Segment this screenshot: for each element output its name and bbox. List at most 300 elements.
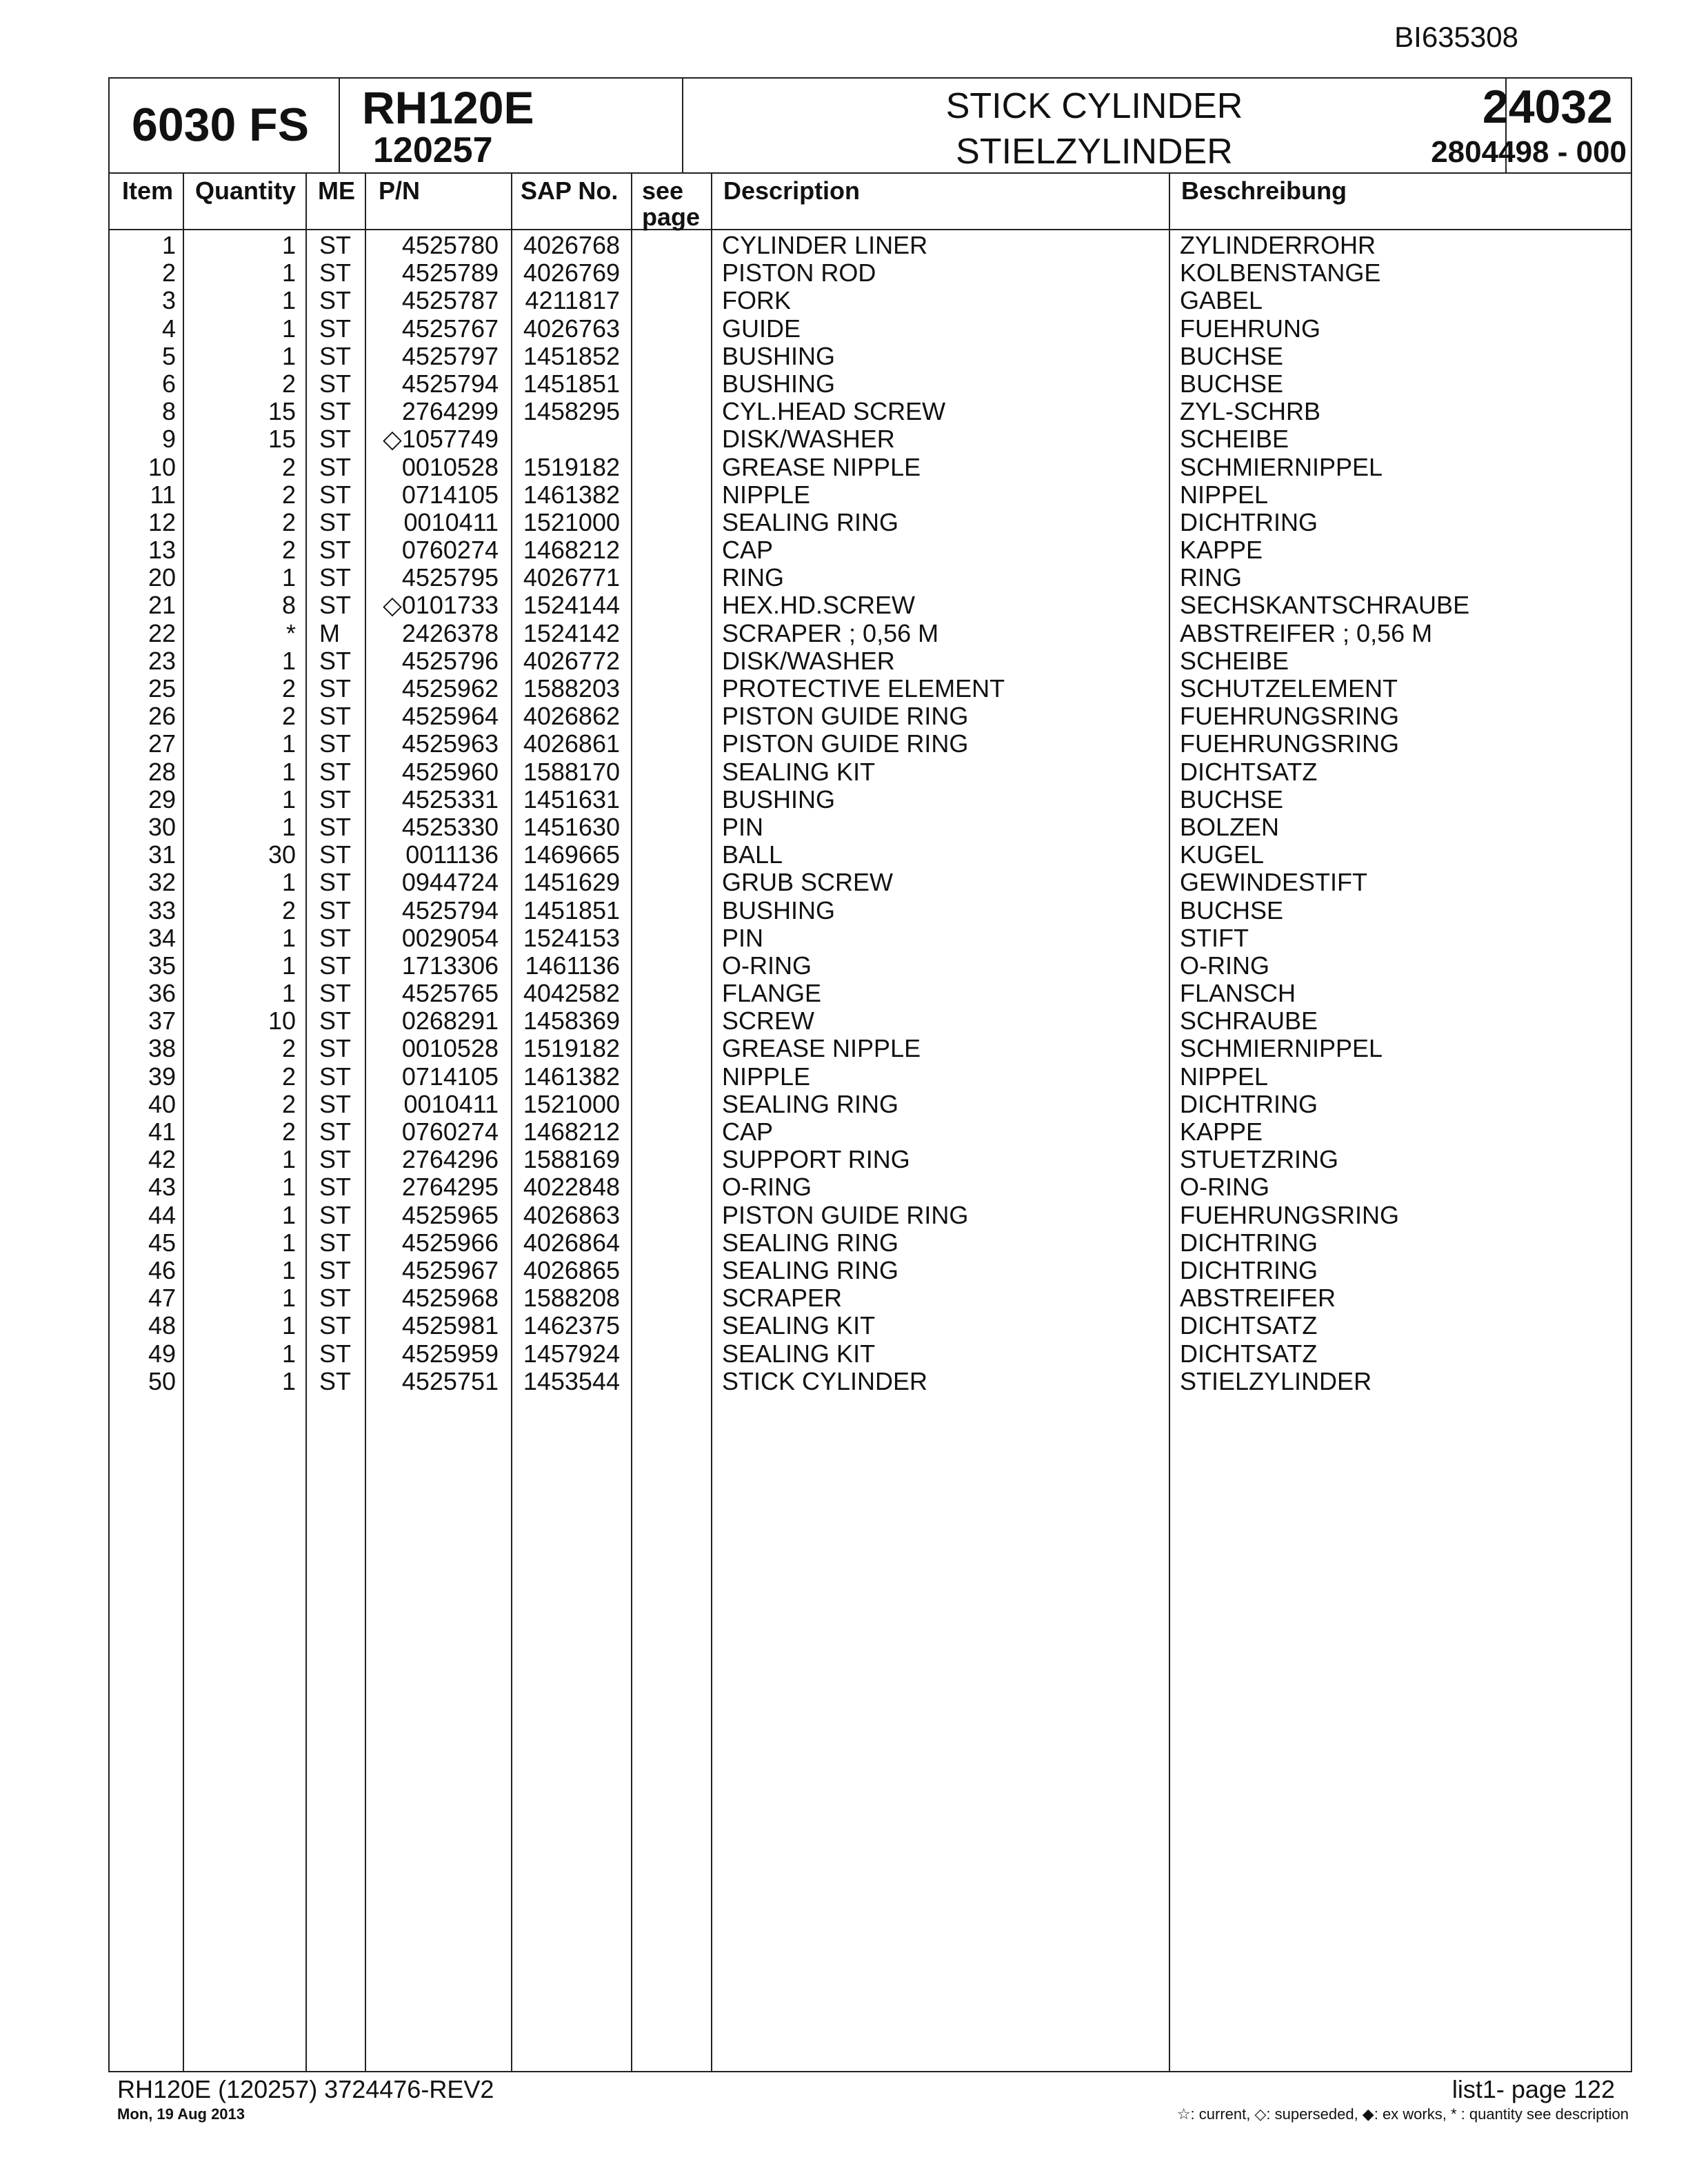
quantity-cell: 2 <box>281 702 296 731</box>
unit-cell: ST <box>319 1118 352 1146</box>
quantity-cell: 2 <box>281 674 296 702</box>
description-cell: BUSHING <box>722 341 836 370</box>
unit-cell: ST <box>319 480 352 509</box>
quantity-cell: 1 <box>281 563 296 592</box>
part-number-cell: 4525962 <box>401 674 499 702</box>
quantity-cell: 1 <box>281 286 296 315</box>
part-number-cell: 4525965 <box>401 1200 499 1229</box>
unit-cell: ST <box>319 1173 352 1202</box>
quantity-cell: 1 <box>281 1284 296 1313</box>
footer-date: Mon, 19 Aug 2013 <box>117 2105 245 2123</box>
unit-cell: ST <box>319 840 352 869</box>
beschreibung-cell: STUETZRING <box>1180 1145 1338 1174</box>
sap-number-cell: 1469665 <box>523 840 620 869</box>
part-number-cell: 4525765 <box>401 979 499 1008</box>
unit-cell: ST <box>319 646 352 675</box>
part-number-cell: 4525960 <box>401 757 499 786</box>
item-number: 5 <box>161 341 176 370</box>
item-number: 21 <box>148 591 176 620</box>
table-row <box>110 1312 1631 1339</box>
quantity-cell: 1 <box>281 646 296 675</box>
sap-number-cell: 1462375 <box>523 1311 620 1340</box>
sap-number-cell: 4026769 <box>523 259 620 287</box>
unit-cell: ST <box>319 591 352 620</box>
col-pn: P/N <box>379 176 421 205</box>
quantity-cell: 8 <box>281 591 296 620</box>
col-see-page: see <box>642 176 684 205</box>
description-cell: SCREW <box>722 1007 814 1035</box>
description-cell: PIN <box>722 812 764 841</box>
beschreibung-cell: KOLBENSTANGE <box>1180 259 1381 287</box>
beschreibung-cell: SCHEIBE <box>1180 425 1289 454</box>
sap-number-cell: 1451630 <box>523 812 620 841</box>
beschreibung-cell: DICHTRING <box>1180 507 1318 536</box>
description-cell: O-RING <box>722 951 812 980</box>
sap-number-cell: 1588170 <box>523 757 620 786</box>
description-cell: DISK/WASHER <box>722 646 895 675</box>
item-number: 34 <box>148 923 176 952</box>
description-cell: FORK <box>722 286 792 315</box>
table-row <box>110 425 1631 453</box>
part-number-cell: 0010528 <box>401 452 499 481</box>
quantity-cell: 1 <box>281 812 296 841</box>
quantity-cell: 1 <box>281 1339 296 1368</box>
quantity-cell: 1 <box>281 1228 296 1257</box>
table-row <box>110 370 1631 398</box>
unit-cell: ST <box>319 979 352 1008</box>
part-number-cell: 4525794 <box>401 896 499 924</box>
item-number: 11 <box>150 480 176 509</box>
unit-cell: ST <box>319 1255 352 1284</box>
beschreibung-cell: RING <box>1180 563 1242 592</box>
description-cell: CAP <box>722 536 774 565</box>
table-row <box>110 509 1631 536</box>
quantity-cell: 1 <box>281 341 296 370</box>
quantity-cell: * <box>285 618 296 647</box>
page-title-en: STICK CYLINDER <box>945 86 1243 126</box>
beschreibung-cell: SCHRAUBE <box>1180 1007 1318 1035</box>
sap-number-cell: 4026863 <box>523 1200 620 1229</box>
table-row <box>110 1035 1631 1062</box>
serial-number: 120257 <box>373 130 493 170</box>
model-cell <box>110 79 340 172</box>
unit-cell: ST <box>319 1145 352 1174</box>
table-row <box>110 1007 1631 1035</box>
unit-cell: ST <box>319 1366 352 1395</box>
quantity-cell: 1 <box>281 1366 296 1395</box>
machine-type: RH120E <box>362 82 534 133</box>
unit-cell: ST <box>319 507 352 536</box>
table-row <box>110 564 1631 592</box>
description-cell: PIN <box>722 923 764 952</box>
description-cell: SCRAPER <box>722 1284 843 1313</box>
item-number: 32 <box>148 868 176 897</box>
unit-cell: ST <box>319 674 352 702</box>
beschreibung-cell: FUEHRUNGSRING <box>1180 729 1400 758</box>
beschreibung-cell: NIPPEL <box>1180 480 1269 509</box>
sap-number-cell: 1521000 <box>523 507 620 536</box>
table-row <box>110 813 1631 841</box>
part-number-cell: 2764299 <box>401 397 499 426</box>
part-number-cell: 0760274 <box>401 1118 499 1146</box>
description-cell: PISTON GUIDE RING <box>722 702 969 731</box>
quantity-cell: 1 <box>281 1311 296 1340</box>
unit-cell: ST <box>319 1311 352 1340</box>
table-row <box>110 1202 1631 1229</box>
col-beschreibung: Beschreibung <box>1181 176 1347 205</box>
sap-number-cell: 1524142 <box>523 618 620 647</box>
item-number: 4 <box>161 314 176 343</box>
item-number: 28 <box>148 757 176 786</box>
item-number: 49 <box>148 1339 176 1368</box>
sap-number-cell: 1461382 <box>523 1062 620 1091</box>
quantity-cell: 2 <box>281 1034 296 1063</box>
unit-cell: ST <box>319 259 352 287</box>
description-cell: CAP <box>722 1118 774 1146</box>
beschreibung-cell: STIELZYLINDER <box>1180 1366 1372 1395</box>
unit-cell: ST <box>319 757 352 786</box>
table-row <box>110 1368 1631 1395</box>
table-row <box>110 398 1631 425</box>
description-cell: HEX.HD.SCREW <box>722 591 916 620</box>
beschreibung-cell: ABSTREIFER <box>1180 1284 1336 1313</box>
item-number: 39 <box>148 1062 176 1091</box>
unit-cell: ST <box>319 314 352 343</box>
sap-number-cell: 4026763 <box>523 314 620 343</box>
part-number-cell: 0010411 <box>403 507 499 536</box>
item-number: 42 <box>148 1145 176 1174</box>
sap-number-cell: 1588169 <box>523 1145 620 1174</box>
item-number: 22 <box>148 618 176 647</box>
description-cell: SEALING RING <box>722 1228 899 1257</box>
table-row <box>110 592 1631 619</box>
beschreibung-cell: DICHTSATZ <box>1180 1339 1318 1368</box>
table-row <box>110 315 1631 343</box>
table-row <box>110 1284 1631 1312</box>
table-row <box>110 1091 1631 1118</box>
description-cell: PROTECTIVE ELEMENT <box>722 674 1005 702</box>
table-row <box>110 620 1631 647</box>
group-cell <box>1431 79 1631 172</box>
description-cell: BUSHING <box>722 369 836 398</box>
unit-cell: ST <box>319 286 352 315</box>
beschreibung-cell: O-RING <box>1180 951 1269 980</box>
sap-number-cell: 1519182 <box>523 1034 620 1063</box>
unit-cell: ST <box>319 1062 352 1091</box>
part-number-cell: ◇1057749 <box>383 425 499 454</box>
beschreibung-cell: KAPPE <box>1180 536 1263 565</box>
unit-cell: ST <box>319 536 352 565</box>
item-number: 41 <box>148 1118 176 1146</box>
part-number-cell: 4525331 <box>401 785 499 813</box>
quantity-cell: 15 <box>268 425 296 454</box>
footer-doc-ref: RH120E (120257) 3724476-REV2 <box>117 2075 494 2103</box>
item-number: 44 <box>148 1200 176 1229</box>
item-number: 12 <box>148 507 176 536</box>
quantity-cell: 2 <box>281 452 296 481</box>
sap-number-cell: 1457924 <box>523 1339 620 1368</box>
part-number-cell: 4525797 <box>401 341 499 370</box>
beschreibung-cell: BUCHSE <box>1180 785 1284 813</box>
col-sap: SAP No. <box>521 176 619 205</box>
unit-cell: ST <box>319 729 352 758</box>
item-number: 50 <box>148 1366 176 1395</box>
machine-cell <box>340 79 683 172</box>
part-number-cell: 0714105 <box>401 480 499 509</box>
beschreibung-cell: SCHEIBE <box>1180 646 1289 675</box>
unit-cell: ST <box>319 1200 352 1229</box>
item-number: 31 <box>148 840 176 869</box>
beschreibung-cell: KAPPE <box>1180 1118 1263 1146</box>
item-number: 35 <box>148 951 176 980</box>
beschreibung-cell: DICHTRING <box>1180 1089 1318 1118</box>
table-row <box>110 675 1631 702</box>
item-number: 37 <box>148 1007 176 1035</box>
sap-number-cell: 1451851 <box>523 369 620 398</box>
item-number: 29 <box>148 785 176 813</box>
quantity-cell: 1 <box>281 259 296 287</box>
part-number-cell: 0010411 <box>403 1089 499 1118</box>
item-number: 48 <box>148 1311 176 1340</box>
part-number-cell: ◇0101733 <box>383 591 499 620</box>
quantity-cell: 2 <box>281 480 296 509</box>
unit-cell: ST <box>319 1339 352 1368</box>
unit-cell: ST <box>319 785 352 813</box>
title-cell <box>683 79 1507 172</box>
beschreibung-cell: FLANSCH <box>1180 979 1296 1008</box>
unit-cell: M <box>319 618 340 647</box>
sap-number-cell: 1451851 <box>523 896 620 924</box>
beschreibung-cell: KUGEL <box>1180 840 1265 869</box>
quantity-cell: 2 <box>281 507 296 536</box>
quantity-cell: 1 <box>281 868 296 897</box>
sap-number-cell: 1451852 <box>523 341 620 370</box>
page-title-de: STIELZYLINDER <box>956 132 1233 172</box>
unit-cell: ST <box>319 1034 352 1063</box>
description-cell: CYL.HEAD SCREW <box>722 397 946 426</box>
sap-number-cell: 4022848 <box>523 1173 620 1202</box>
table-row <box>110 758 1631 786</box>
item-number: 27 <box>148 729 176 758</box>
sap-number-cell: 1521000 <box>523 1089 620 1118</box>
quantity-cell: 10 <box>268 1007 296 1035</box>
table-row <box>110 536 1631 564</box>
sap-number-cell: 1461136 <box>525 951 620 980</box>
symbol-legend: ☆: current, ◇: superseded, ◆: ex works, * : quantity see description <box>1176 2105 1629 2123</box>
beschreibung-cell: GEWINDESTIFT <box>1180 868 1367 897</box>
beschreibung-cell: BUCHSE <box>1180 896 1284 924</box>
quantity-cell: 2 <box>281 536 296 565</box>
table-row <box>110 1173 1631 1201</box>
table-row <box>110 730 1631 758</box>
part-number-cell: 1713306 <box>401 951 499 980</box>
item-number: 3 <box>161 286 176 315</box>
description-cell: GREASE NIPPLE <box>722 1034 921 1063</box>
part-number-cell: 4525796 <box>401 646 499 675</box>
description-cell: FLANGE <box>722 979 822 1008</box>
part-number-cell: 4525330 <box>401 812 499 841</box>
sap-number-cell: 4026864 <box>523 1228 620 1257</box>
unit-cell: ST <box>319 1089 352 1118</box>
part-number-cell: 4525751 <box>401 1366 499 1395</box>
description-cell: SEALING KIT <box>722 757 876 786</box>
part-number-cell: 4525967 <box>401 1255 499 1284</box>
part-number-cell: 4525789 <box>401 259 499 287</box>
unit-cell: ST <box>319 951 352 980</box>
beschreibung-cell: SECHSKANTSCHRAUBE <box>1180 591 1470 620</box>
unit-cell: ST <box>319 341 352 370</box>
unit-cell: ST <box>319 397 352 426</box>
item-number: 47 <box>148 1284 176 1313</box>
description-cell: SEALING RING <box>722 1255 899 1284</box>
unit-cell: ST <box>319 896 352 924</box>
description-cell: PISTON ROD <box>722 259 876 287</box>
part-number-cell: 2764296 <box>401 1145 499 1174</box>
item-number: 26 <box>148 702 176 731</box>
col-item: Item <box>122 176 174 205</box>
table-row <box>110 481 1631 509</box>
sap-number-cell: 1524153 <box>523 923 620 952</box>
table-row <box>110 897 1631 924</box>
table-row <box>110 647 1631 675</box>
unit-cell: ST <box>319 868 352 897</box>
quantity-cell: 1 <box>281 923 296 952</box>
part-number-cell: 0268291 <box>401 1007 499 1035</box>
group-number: 24032 <box>1482 81 1613 133</box>
description-cell: SEALING KIT <box>722 1339 876 1368</box>
part-number-cell: 4525968 <box>401 1284 499 1313</box>
item-number: 36 <box>148 979 176 1008</box>
unit-cell: ST <box>319 231 352 259</box>
quantity-cell: 15 <box>268 397 296 426</box>
quantity-cell: 2 <box>281 1062 296 1091</box>
quantity-cell: 1 <box>281 1145 296 1174</box>
part-number-cell: 4525787 <box>401 286 499 315</box>
col-quantity: Quantity <box>195 176 297 205</box>
table-row <box>110 1229 1631 1257</box>
quantity-cell: 1 <box>281 729 296 758</box>
part-number-cell: 0760274 <box>401 536 499 565</box>
item-number: 9 <box>161 425 176 454</box>
sap-number-cell: 4026861 <box>523 729 620 758</box>
parts-table-body <box>110 232 1631 1395</box>
description-cell: STICK CYLINDER <box>722 1366 928 1395</box>
beschreibung-cell: SCHMIERNIPPEL <box>1180 1034 1383 1063</box>
quantity-cell: 1 <box>281 1200 296 1229</box>
beschreibung-cell: FUEHRUNGSRING <box>1180 1200 1400 1229</box>
part-number-cell: 0010528 <box>401 1034 499 1063</box>
beschreibung-cell: FUEHRUNGSRING <box>1180 702 1400 731</box>
quantity-cell: 2 <box>281 1089 296 1118</box>
sap-number-cell: 1461382 <box>523 480 620 509</box>
item-number: 30 <box>148 812 176 841</box>
sap-number-cell: 1588203 <box>523 674 620 702</box>
quantity-cell: 1 <box>281 979 296 1008</box>
table-row <box>110 1257 1631 1284</box>
part-number-cell: 4525963 <box>401 729 499 758</box>
description-cell: SCRAPER ; 0,56 M <box>722 618 939 647</box>
description-cell: SEALING RING <box>722 507 899 536</box>
sap-number-cell: 1453544 <box>523 1366 620 1395</box>
table-row <box>110 702 1631 730</box>
item-number: 23 <box>148 646 176 675</box>
sap-number-cell: 1468212 <box>523 1118 620 1146</box>
beschreibung-cell: GABEL <box>1180 286 1263 315</box>
beschreibung-cell: ZYL-SCHRB <box>1180 397 1321 426</box>
part-number-cell: 4525981 <box>401 1311 499 1340</box>
description-cell: PISTON GUIDE RING <box>722 729 969 758</box>
part-number-cell: 4525780 <box>401 231 499 259</box>
sap-number-cell: 1519182 <box>523 452 620 481</box>
table-row <box>110 786 1631 813</box>
parts-list-frame <box>108 77 1632 2072</box>
description-cell: CYLINDER LINER <box>722 231 928 259</box>
sap-number-cell: 1588208 <box>523 1284 620 1313</box>
description-cell: GREASE NIPPLE <box>722 452 921 481</box>
table-row <box>110 980 1631 1007</box>
part-number-cell: 0944724 <box>401 868 499 897</box>
table-row <box>110 454 1631 481</box>
table-row <box>110 259 1631 287</box>
item-number: 20 <box>148 563 176 592</box>
description-cell: GRUB SCREW <box>722 868 894 897</box>
quantity-cell: 1 <box>281 951 296 980</box>
sap-number-cell: 1468212 <box>523 536 620 565</box>
table-row <box>110 343 1631 370</box>
item-number: 46 <box>148 1255 176 1284</box>
sap-number-cell: 1451629 <box>523 868 620 897</box>
table-row <box>110 841 1631 869</box>
unit-cell: ST <box>319 1284 352 1313</box>
sap-number-cell: 1524144 <box>523 591 620 620</box>
quantity-cell: 1 <box>281 231 296 259</box>
description-cell: GUIDE <box>722 314 801 343</box>
item-number: 25 <box>148 674 176 702</box>
unit-cell: ST <box>319 812 352 841</box>
part-number-cell: 0029054 <box>401 923 499 952</box>
quantity-cell: 1 <box>281 1255 296 1284</box>
unit-cell: ST <box>319 702 352 731</box>
table-row <box>110 287 1631 314</box>
item-number: 6 <box>161 369 176 398</box>
description-cell: RING <box>722 563 784 592</box>
beschreibung-cell: DICHTRING <box>1180 1228 1318 1257</box>
sap-number-cell: 1458369 <box>523 1007 620 1035</box>
beschreibung-cell: SCHMIERNIPPEL <box>1180 452 1383 481</box>
part-number-cell: 4525794 <box>401 369 499 398</box>
sap-number-cell: 4026865 <box>523 1255 620 1284</box>
assembly-part-number: 2804498 - 000 <box>1431 135 1627 169</box>
item-number: 33 <box>148 896 176 924</box>
sap-number-cell: 4026772 <box>523 646 620 675</box>
part-number-cell: 4525767 <box>401 314 499 343</box>
item-number: 8 <box>161 397 176 426</box>
model-label: 6030 FS <box>132 99 310 151</box>
quantity-cell: 2 <box>281 896 296 924</box>
item-number: 45 <box>148 1228 176 1257</box>
part-number-cell: 2764295 <box>401 1173 499 1202</box>
sap-number-cell: 4211817 <box>525 286 620 315</box>
description-cell: NIPPLE <box>722 480 811 509</box>
page-header <box>110 79 1631 174</box>
table-row <box>110 952 1631 980</box>
unit-cell: ST <box>319 923 352 952</box>
col-me: ME <box>318 176 355 205</box>
description-cell: SUPPORT RING <box>722 1145 910 1174</box>
quantity-cell: 1 <box>281 1173 296 1202</box>
beschreibung-cell: DICHTSATZ <box>1180 757 1318 786</box>
item-number: 13 <box>148 536 176 565</box>
